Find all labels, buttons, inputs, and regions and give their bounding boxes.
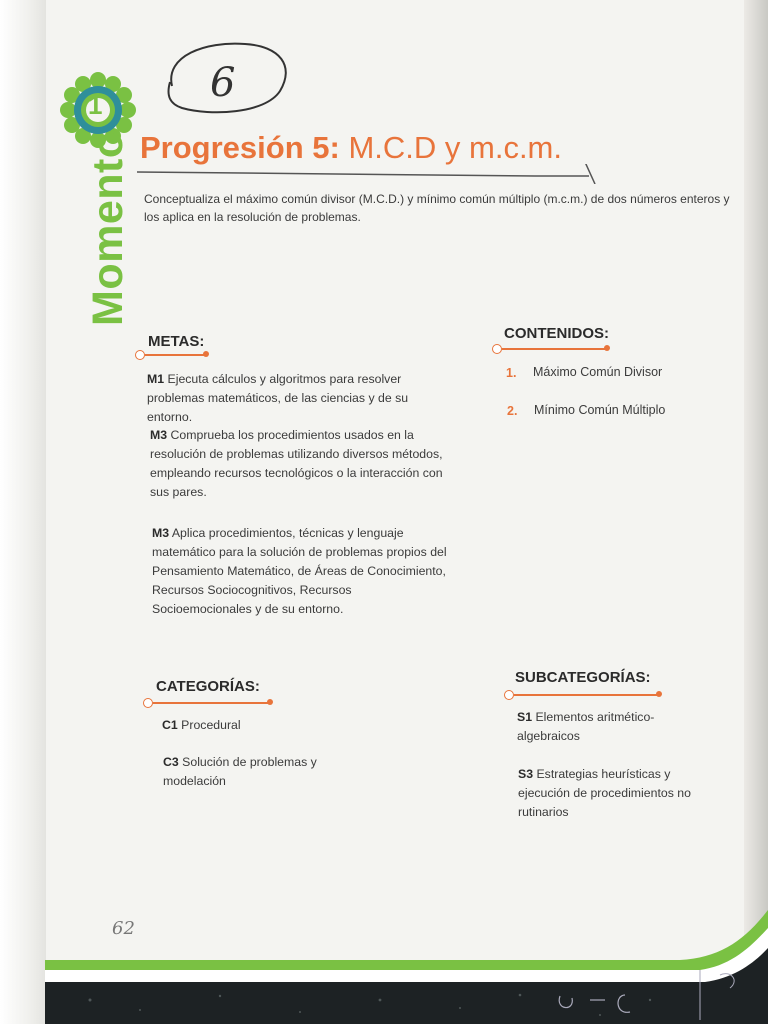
momento-number: 1 <box>88 90 103 120</box>
contenido-item: Máximo Común Divisor <box>533 365 663 379</box>
subcategorias-line-start <box>504 690 514 700</box>
contenidos-heading: CONTENIDOS: <box>504 325 609 342</box>
categorias-line <box>153 702 269 704</box>
title-underline <box>135 164 605 184</box>
intro-text: Conceptualiza el máximo común divisor (M.C.D.) y mínimo común múltiplo (m.c.m.) de dos números enteros y los aplica en la resolución de problemas. <box>144 192 730 224</box>
page-edge <box>744 0 768 1024</box>
title-prefix: Progresión 5: <box>140 130 340 165</box>
contenidos-line-start <box>492 344 502 354</box>
metas-line <box>145 354 205 356</box>
side-label: Momento <box>84 131 132 326</box>
subcategorias-heading: SUBCATEGORÍAS: <box>515 669 651 686</box>
metas-line-start <box>135 350 145 360</box>
subcategorias-line <box>514 694 658 696</box>
categorias-line-start <box>143 698 153 708</box>
subcategoria-item: S1 Elementos aritmético-algebraicos <box>517 710 655 743</box>
footer-band <box>0 900 768 1024</box>
contenido-number: 1. <box>506 366 517 380</box>
contenidos-line <box>502 348 606 350</box>
page-title <box>140 130 562 166</box>
page-binding <box>0 0 46 1024</box>
subcategoria-item: S3 Estrategias heurísticas y ejecución de procedimientos no rutinarios <box>518 767 691 819</box>
metas-heading: METAS: <box>148 333 205 350</box>
handwritten-number: 6 <box>210 60 236 106</box>
meta-item: M1 Ejecuta cálculos y algoritmos para resolver problemas matemáticos, de las ciencias y de su entorno. <box>147 372 409 424</box>
subcategorias-line-end <box>656 691 662 697</box>
meta-item: M3 Aplica procedimientos, técnicas y lenguaje matemático para la solución de problemas propios del Pensamiento Matemático, de Áreas de Conocimiento, Recursos Sociocognitivos, Recursos Socioemocionales y de su entorno. <box>152 526 447 616</box>
categorias-line-end <box>267 699 273 705</box>
categoria-item: C3 Solución de problemas y modelación <box>163 755 317 788</box>
metas-line-end <box>203 351 209 357</box>
categoria-item: C1 Procedural <box>162 718 241 732</box>
contenido-item: Mínimo Común Múltiplo <box>534 403 666 417</box>
handwritten-page-number: 62 <box>112 918 135 939</box>
contenido-number: 2. <box>507 404 518 418</box>
meta-item: M3 Comprueba los procedimientos usados en la resolución de problemas utilizando diversos métodos, empleando recursos tecnológicos o la interacción con sus pares. <box>150 428 443 499</box>
title-main: M.C.D y m.c.m. <box>348 130 562 165</box>
contenidos-line-end <box>604 345 610 351</box>
categorias-heading: CATEGORÍAS: <box>156 678 260 695</box>
